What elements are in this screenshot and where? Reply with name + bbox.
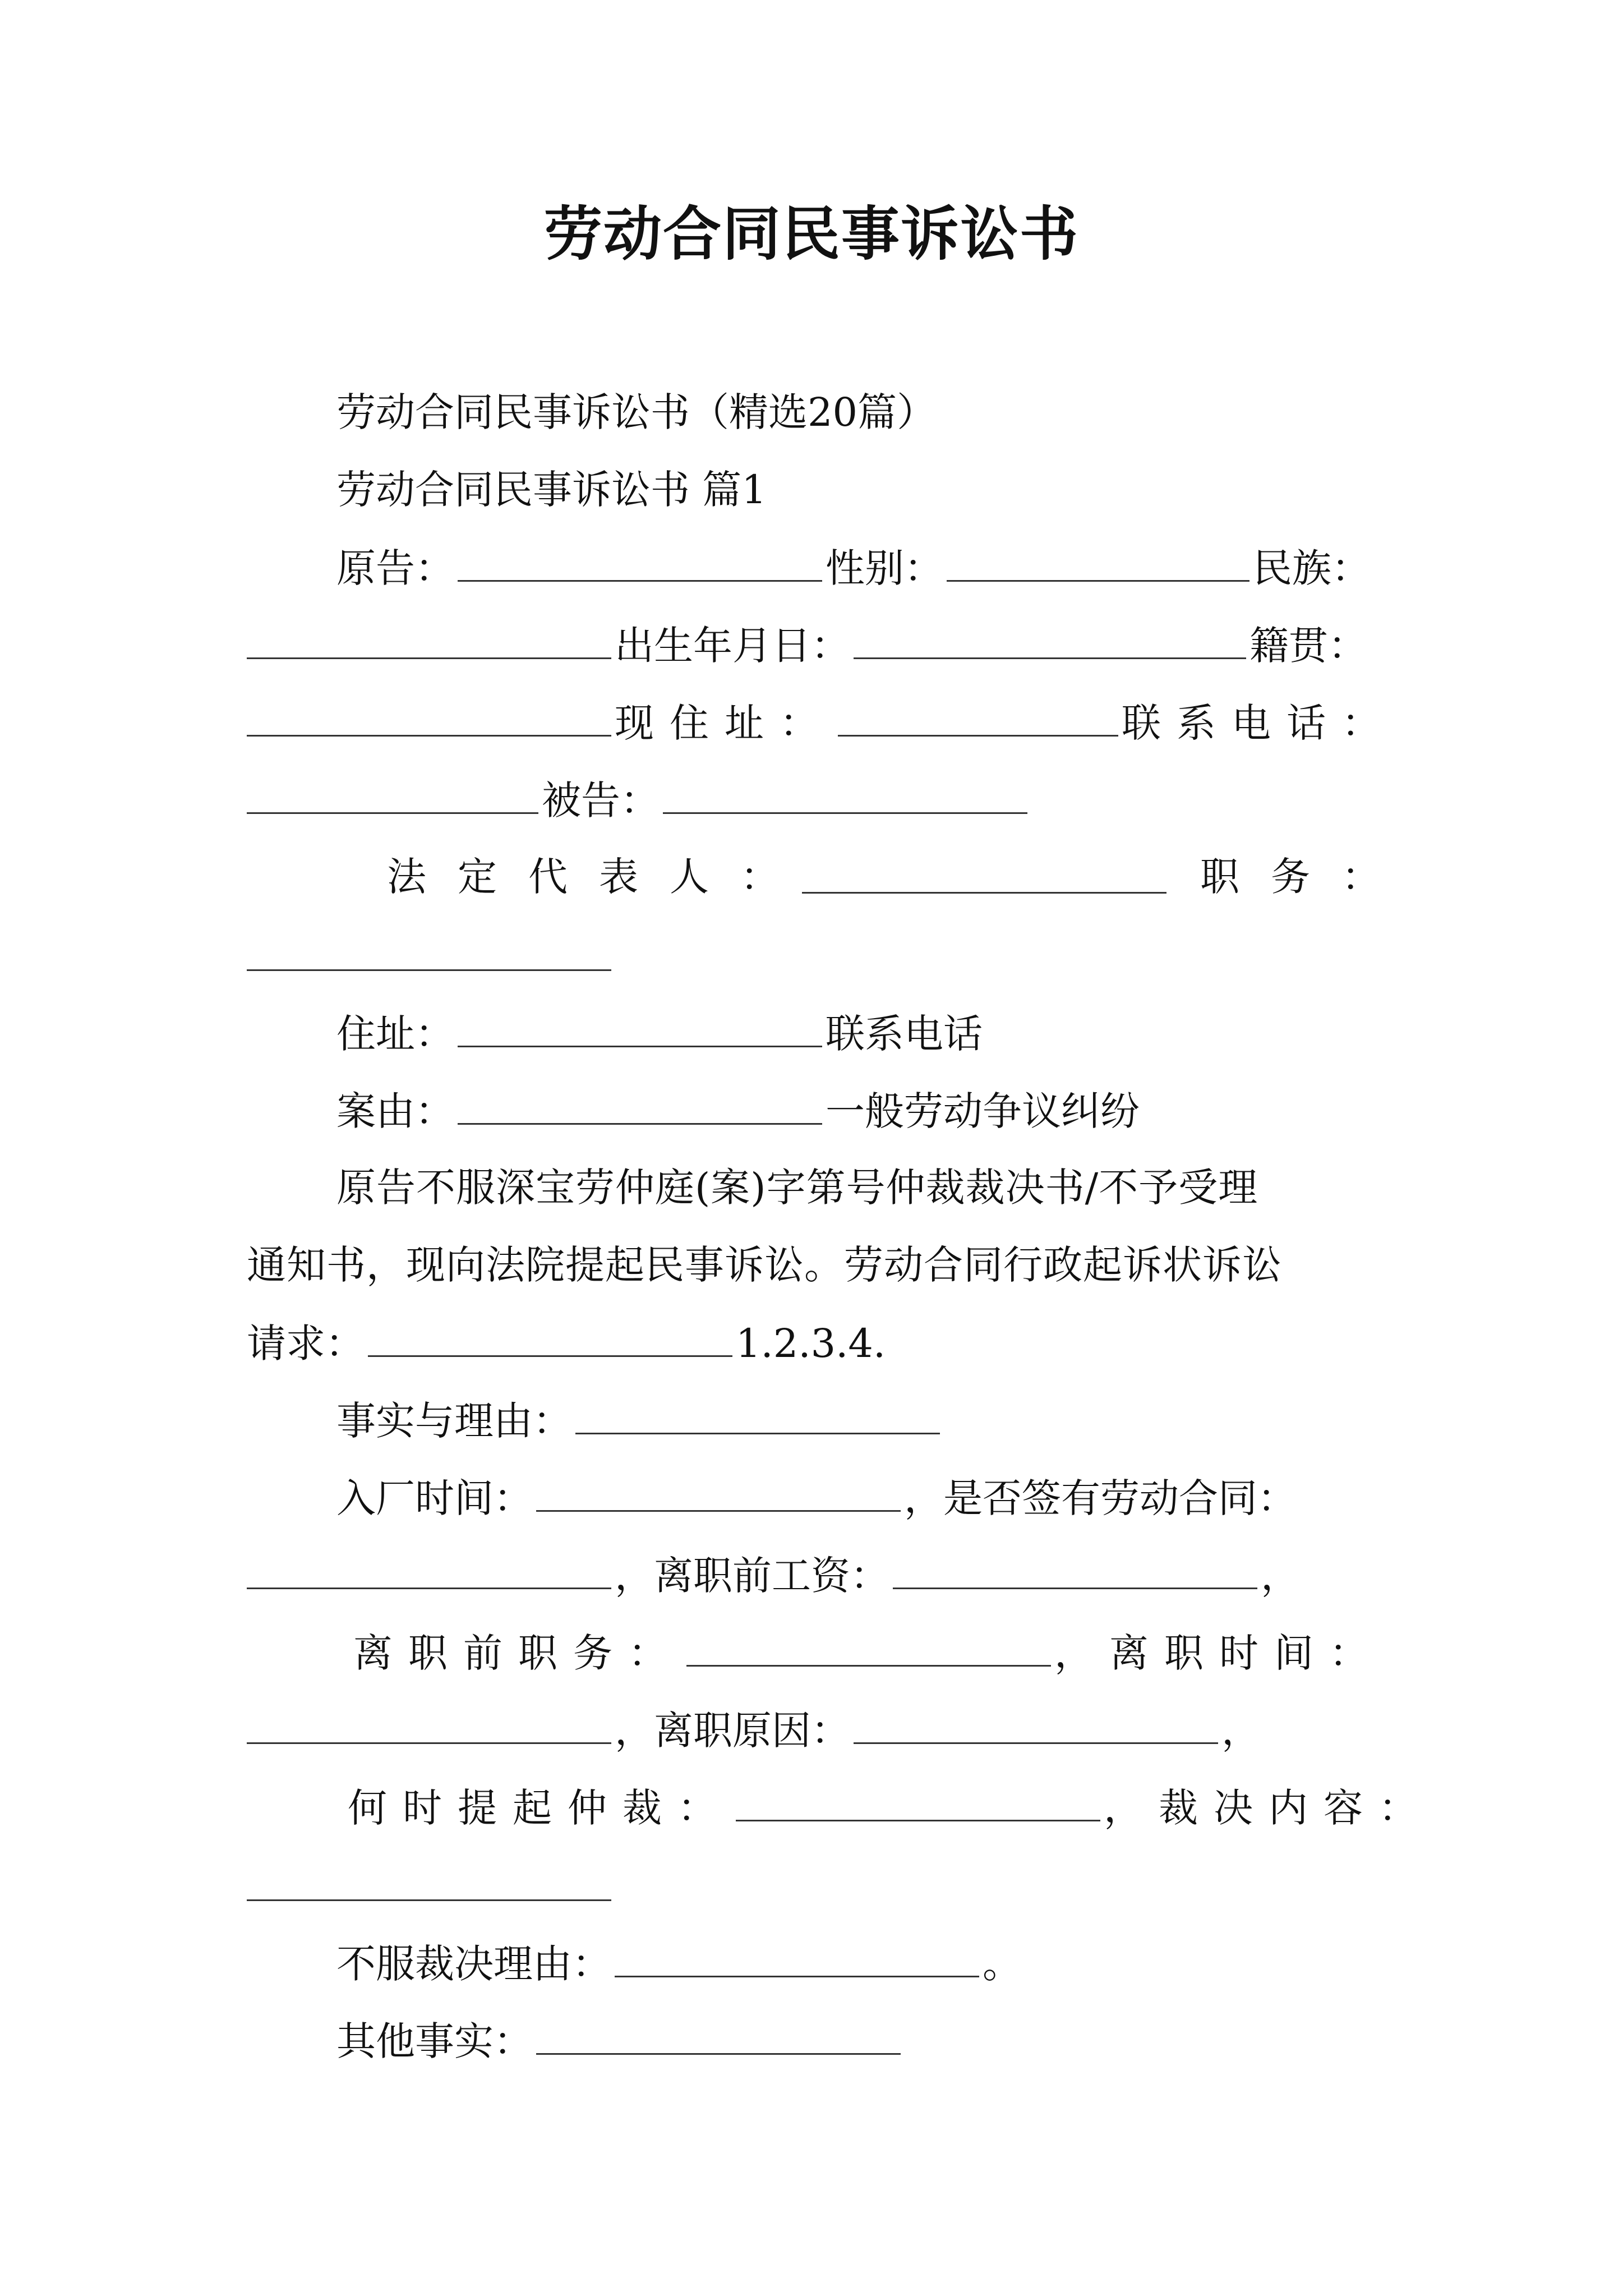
ethnic-blank[interactable] <box>247 625 611 659</box>
reason-label: ，离职原因： <box>615 1708 850 1754</box>
prevpos-line <box>353 1630 1384 1676</box>
disagree-label: 不服裁决理由： <box>336 1941 611 1987</box>
plaintiff-label: 原告： <box>336 545 454 591</box>
salary-line <box>247 1553 1300 1599</box>
para1-line2: 通知书，现向法院提起民事诉讼。劳动合同行政起诉状诉讼 <box>247 1242 1282 1288</box>
claims-label: 请求： <box>247 1320 365 1366</box>
salary-label: ，离职前工资： <box>615 1553 889 1599</box>
salary-blank[interactable] <box>893 1555 1257 1589</box>
address2-label: 住址： <box>336 1011 454 1057</box>
para1-line1: 原告不服深宝劳仲庭(案)字第号仲裁裁决书/不予受理 <box>336 1165 1258 1211</box>
claims-line <box>247 1320 886 1366</box>
leavetime-label: ，离职时间： <box>1054 1630 1384 1676</box>
reason-blank[interactable] <box>854 1710 1218 1744</box>
native-label: 籍贯： <box>1249 623 1367 669</box>
birth-line <box>247 623 1367 669</box>
section-heading: 劳动合同民事诉讼书 篇1 <box>336 467 767 513</box>
arbcontent-blank[interactable] <box>247 1899 611 1901</box>
native-blank[interactable] <box>247 702 611 737</box>
phone-label: 联系电话： <box>1122 700 1396 746</box>
contract-blank[interactable] <box>247 1555 611 1589</box>
arbtime-label: 何时提起仲裁： <box>348 1785 732 1831</box>
cause-blank[interactable] <box>458 1091 822 1125</box>
arbcontent-label: ，裁决内容： <box>1104 1785 1433 1831</box>
birth-blank[interactable] <box>854 625 1246 659</box>
disagree-line <box>336 1941 1022 1987</box>
defendant-line <box>247 777 1031 823</box>
address2-blank[interactable] <box>458 1013 822 1047</box>
address-label: 现住址： <box>615 700 834 746</box>
legalrep-label: 法定代表人： <box>387 854 811 900</box>
cause-line <box>336 1088 1140 1134</box>
plaintiff-line <box>336 545 1371 591</box>
prevpos-blank[interactable] <box>686 1632 1051 1667</box>
position-label: 职务： <box>1200 854 1412 900</box>
salary-comma: ， <box>1261 1553 1300 1599</box>
cause-value: 一般劳动争议纠纷 <box>826 1088 1140 1134</box>
facts-blank[interactable] <box>575 1400 940 1434</box>
subtitle: 劳动合同民事诉讼书（精选20篇） <box>336 389 937 435</box>
facts-label: 事实与理由： <box>336 1398 572 1444</box>
entry-label: 入厂时间： <box>336 1475 533 1521</box>
cause-label: 案由： <box>336 1088 454 1134</box>
birth-label: 出生年月日： <box>615 623 850 669</box>
entry-blank[interactable] <box>536 1478 901 1512</box>
gender-label: 性别： <box>826 545 943 591</box>
other-label: 其他事实： <box>336 2018 533 2064</box>
reason-line <box>247 1708 1261 1754</box>
disagree-period: 。 <box>983 1941 1022 1987</box>
plaintiff-blank[interactable] <box>458 547 822 582</box>
defendant-label: 被告： <box>542 777 660 823</box>
ethnic-label: 民族： <box>1253 545 1371 591</box>
gender-blank[interactable] <box>947 547 1249 582</box>
contract-label: ，是否签有劳动合同： <box>904 1475 1297 1521</box>
address-blank[interactable] <box>838 702 1118 737</box>
defendant-blank[interactable] <box>663 780 1027 814</box>
arbitration-line <box>348 1785 1433 1831</box>
phone-blank[interactable] <box>247 780 538 814</box>
legalrep-blank[interactable] <box>802 892 1166 894</box>
arbtime-blank[interactable] <box>736 1787 1100 1821</box>
reason-comma: ， <box>1221 1708 1261 1754</box>
entry-line <box>336 1475 1297 1521</box>
other-line <box>336 2018 904 2064</box>
address2-line <box>336 1011 983 1057</box>
disagree-blank[interactable] <box>615 1943 979 1977</box>
prevpos-label: 离职前职务： <box>353 1630 683 1676</box>
claims-value: 1.2.3.4. <box>736 1320 886 1366</box>
facts-line <box>336 1398 943 1444</box>
document-title: 劳动合同民事诉讼书 <box>543 199 1079 268</box>
address-line <box>247 700 1396 746</box>
position-blank[interactable] <box>247 969 611 971</box>
phone2-label: 联系电话 <box>826 1011 983 1057</box>
other-blank[interactable] <box>536 2021 901 2055</box>
claims-blank[interactable] <box>368 1323 732 1357</box>
leavetime-blank[interactable] <box>247 1710 611 1744</box>
